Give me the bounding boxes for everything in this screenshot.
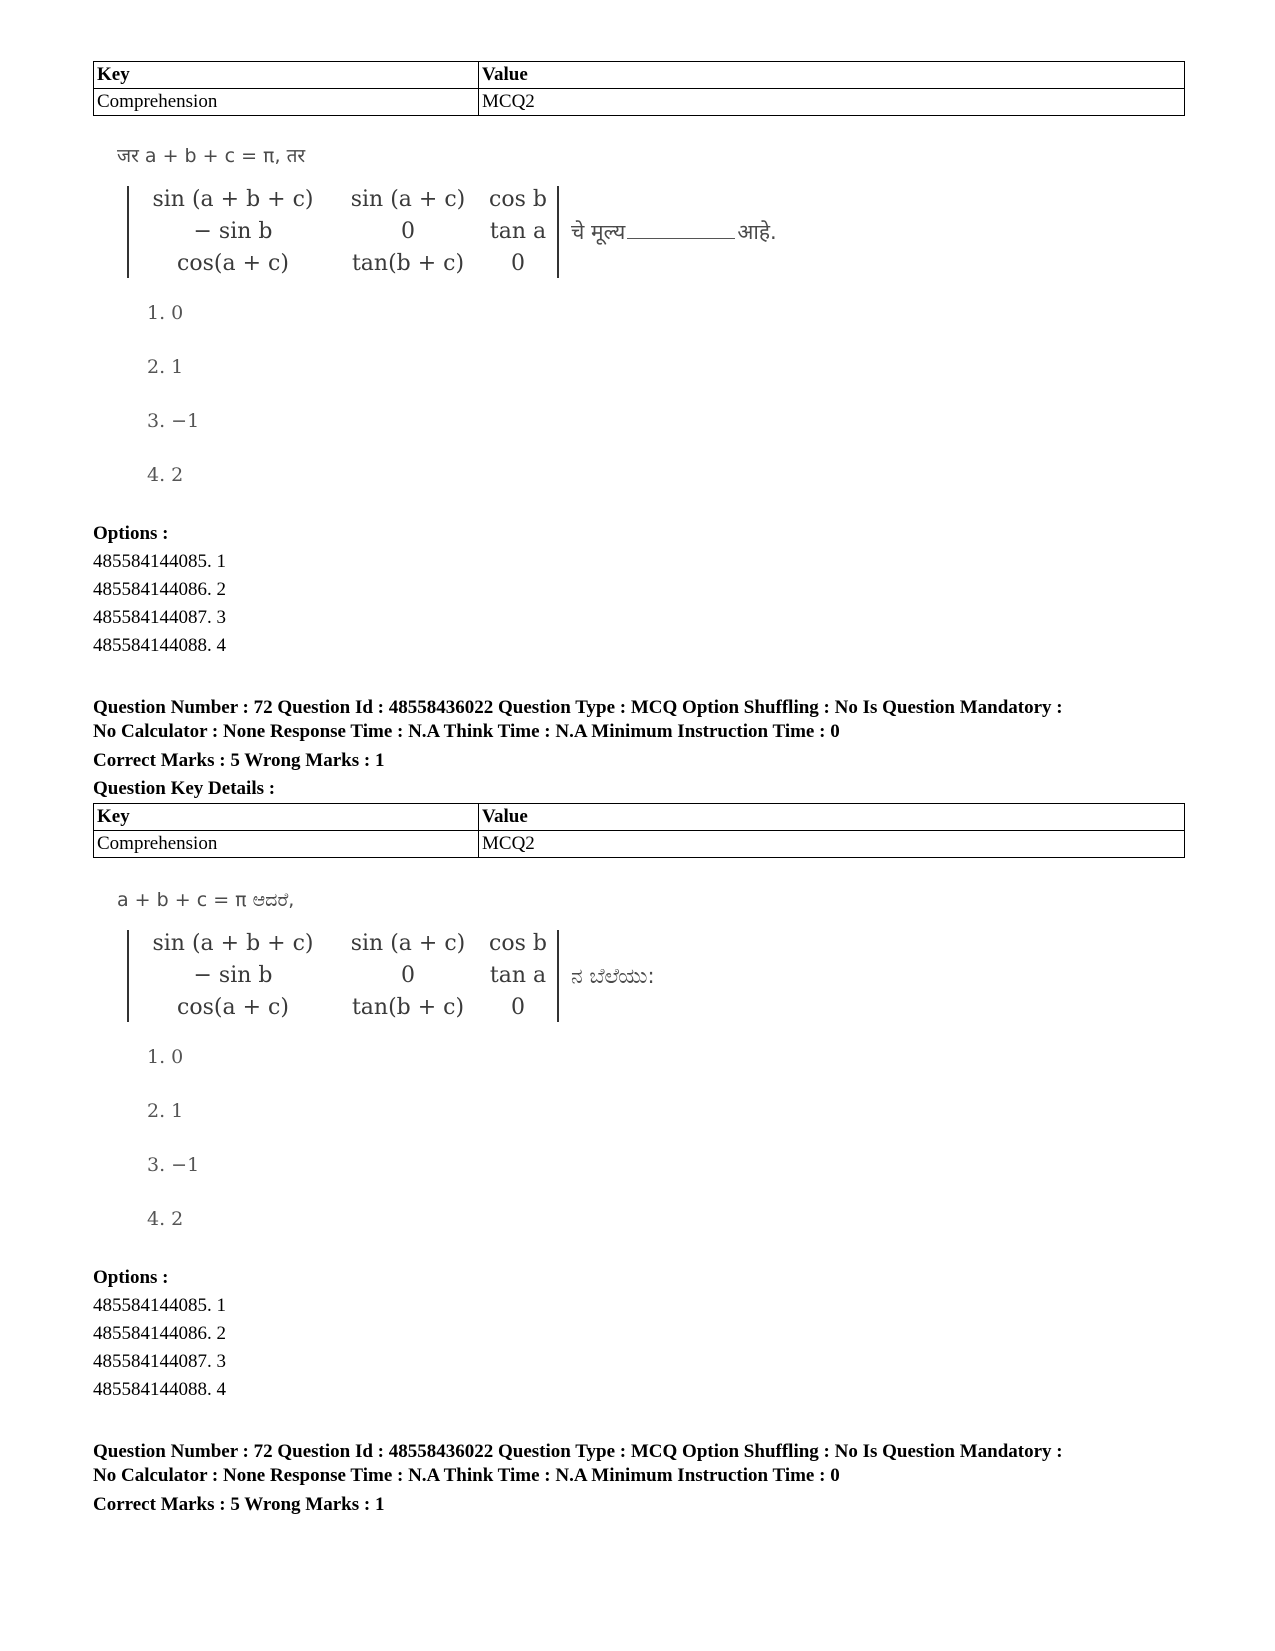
choice-item: 2. 1 [147,1100,184,1122]
table-row [94,89,1185,116]
question-choices [147,1044,1185,1260]
matrix-cell: − sin b [193,963,273,988]
option-item: 485584144085. 1 [93,1295,226,1316]
matrix-cell: cos(a + c) [177,251,289,276]
options-title: Options : [93,1267,169,1288]
matrix-cell: 0 [511,251,525,276]
question-lead: जर a + b + c = π, तर [117,145,306,167]
option-item: 485584144087. 3 [93,1351,226,1372]
matrix-cell: sin (a + b + c) [152,931,314,956]
question-meta [93,1440,1185,1488]
matrix-cell: 0 [401,963,415,988]
choice-item: 2. 1 [147,356,184,378]
question-meta-line1: Question Number : 72 Question Id : 48558436022 Question Type : MCQ Option Shuffling : No Is Question Mandatory : [93,697,1063,718]
matrix-cell: tan(b + c) [351,995,465,1020]
key-header: Key [94,804,479,831]
value-cell: MCQ2 [479,89,1185,116]
determinant-right-bar [557,186,559,278]
option-item: 485584144088. 4 [93,1379,226,1400]
value-cell: MCQ2 [479,831,1185,858]
matrix-cell: 0 [511,995,525,1020]
determinant [127,930,1185,1022]
question-suffix [571,218,777,246]
matrix-cell: tan a [489,219,547,244]
choice-item: 1. 0 [147,1046,184,1068]
determinant-matrix [129,931,557,1021]
matrix-cell: − sin b [193,219,273,244]
key-cell: Comprehension [94,89,479,116]
value-header: Value [479,62,1185,89]
choice-item: 1. 0 [147,302,184,324]
document-page [93,61,1185,1519]
table-row [94,831,1185,858]
choice-item: 3. −1 [147,410,200,432]
matrix-cell: cos b [489,187,547,212]
determinant [127,186,1185,278]
question-image-marathi [117,140,1185,516]
question-meta [93,696,1185,744]
determinant-right-bar [557,930,559,1022]
choice-item: 3. −1 [147,1154,200,1176]
question-meta-line2: No Calculator : None Response Time : N.A Think Time : N.A Minimum Instruction Time : 0 [93,721,840,742]
matrix-cell: tan(b + c) [351,251,465,276]
matrix-cell: sin (a + b + c) [152,187,314,212]
key-cell: Comprehension [94,831,479,858]
determinant-matrix [129,187,557,277]
matrix-cell: tan a [489,963,547,988]
suffix-before: चे मूल्य [571,220,626,244]
table-header-row [94,804,1185,831]
question-key-details-label: Question Key Details : [93,778,276,799]
key-details-table-1 [93,61,1185,116]
suffix-after: आहे. [737,220,777,244]
question-lead: a + b + c = π ಆದರೆ, [117,889,295,911]
question-marks: Correct Marks : 5 Wrong Marks : 1 [93,750,385,771]
choice-item: 4. 2 [147,464,184,486]
option-item: 485584144087. 3 [93,607,226,628]
question-marks: Correct Marks : 5 Wrong Marks : 1 [93,1494,385,1515]
matrix-cell: sin (a + c) [350,931,466,956]
key-details-table-2 [93,803,1185,858]
question-suffix: ನ ಬೆಲೆಯು: [571,963,655,988]
matrix-cell: 0 [401,219,415,244]
options-title: Options : [93,523,169,544]
question-meta-line2: No Calculator : None Response Time : N.A Think Time : N.A Minimum Instruction Time : 0 [93,1465,840,1486]
question-image-kannada [117,884,1185,1260]
value-header: Value [479,804,1185,831]
matrix-cell: cos(a + c) [177,995,289,1020]
matrix-cell: sin (a + c) [350,187,466,212]
table-header-row [94,62,1185,89]
matrix-cell: cos b [489,931,547,956]
choice-item: 4. 2 [147,1208,184,1230]
option-item: 485584144086. 2 [93,579,226,600]
option-item: 485584144085. 1 [93,551,226,572]
option-item: 485584144088. 4 [93,635,226,656]
question-choices [147,300,1185,516]
option-item: 485584144086. 2 [93,1323,226,1344]
answer-blank [627,218,735,239]
key-header: Key [94,62,479,89]
question-meta-line1: Question Number : 72 Question Id : 48558436022 Question Type : MCQ Option Shuffling : No Is Question Mandatory : [93,1441,1063,1462]
